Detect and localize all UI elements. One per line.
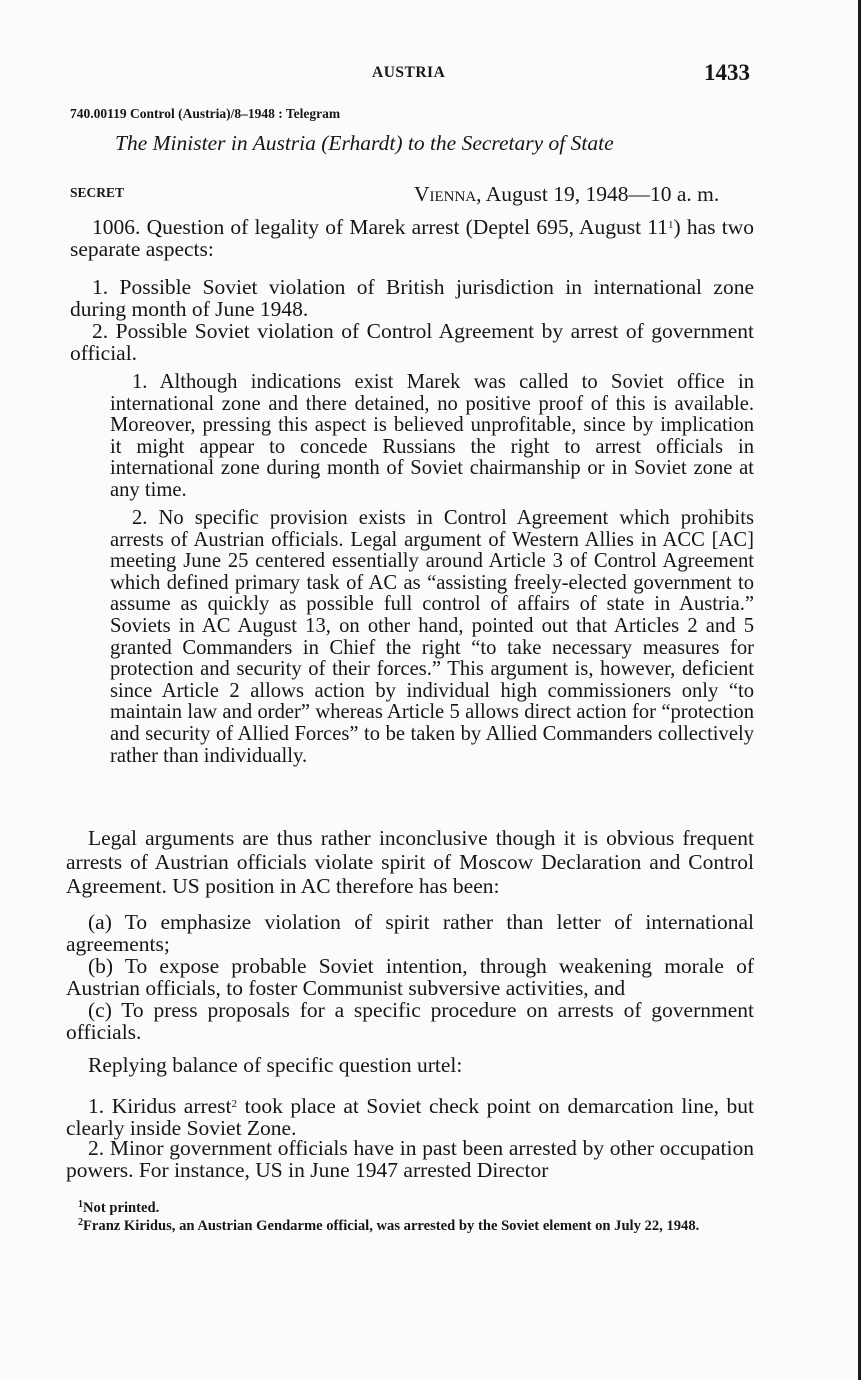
intro-paragraph: 1006. Question of legality of Marek arrest (Deptel 695, August $11^1$) has two separate aspects: [70,215,754,262]
footnote-ref-2: 2 [231,1098,238,1110]
document-title: The Minister in Austria (Erhardt) to the Secretary of State [115,131,614,155]
footnote-ref-1: 1 [668,219,674,231]
dateline-date: August 19, 1948—10 a. m. [481,182,720,206]
reply-item: 1. Kiridus arrest$^2$ took place at Soviet check point on demarcation line, but clearly inside Soviet Zone. [66,1094,755,1141]
page-number: 1433 [704,60,750,85]
replying-heading: Replying balance of specific question urtel: [88,1053,463,1077]
footnote-1: $^1$Not printed. [78,1199,160,1216]
position-item: (c) To press proposals for a specific procedure on arrests of government officials. [66,998,754,1045]
position-item: (a) To emphasize violation of spirit rather than letter of international agreements; [66,910,754,957]
aspect-item: 2. Possible Soviet violation of Control Agreement by arrest of government official. [70,319,754,366]
file-reference: 740.00119 Control (Austria)/8–1948 : Telegram [70,106,341,121]
dateline-place: Vienna, [414,182,482,206]
dateline [414,182,719,207]
position-item: (b) To expose probable Soviet intention, through weakening morale of Austrian officials, to foster Communist subversive activities, and [66,954,754,1001]
discussion-paragraph: 1. Although indications exist Marek was called to Soviet office in international zone and there detained, no positive proof of this is available. Moreover, pressing this aspect is believed unprofitable, since by implication it might appear to concede Russians the right to arrest officials in international zone during month of Soviet chairmanship or in Soviet zone at any time. [110,371,754,501]
running-title: AUSTRIA [372,64,446,81]
classification: SECRET [70,185,125,200]
reply-item: 2. Minor government officials have in past been arrested by other occupation powers. For instance, US in June 1947 arrested Director [66,1136,754,1183]
discussion-paragraph: 2. No specific provision exists in Control Agreement which prohibits arrests of Austrian officials. Legal argument of Western Allies in ACC [AC] meeting June 25 centered essentially around Article 3 of Control Agreement which defined primary task of AC as “assisting freely-elected government to assume as quickly as possible full control of affairs of state in Austria.” Soviets in AC August 13, on other hand, pointed out that Articles 2 and 5 granted Commanders in Chief the right “to take necessary measures for protection and security of their forces.” This argument is, however, deficient since Article 2 allows action by individual high commissioners only “to maintain law and order” whereas Article 5 allows direct action for “protection and security of Allied Forces” to be taken by Allied Commanders collectively rather than individually. [110,507,754,767]
aspect-item: 1. Possible Soviet violation of British jurisdiction in international zone during month of June 1948. [70,275,754,322]
footnote-2: $^2$Franz Kiridus, an Austrian Gendarme official, was arrested by the Soviet element on July 22, 1948. [78,1217,700,1234]
conclusion-paragraph: Legal arguments are thus rather inconclusive though it is obvious frequent arrests of Austrian officials violate spirit of Moscow Declaration and Control Agreement. US position in AC therefore has been: [66,826,754,898]
